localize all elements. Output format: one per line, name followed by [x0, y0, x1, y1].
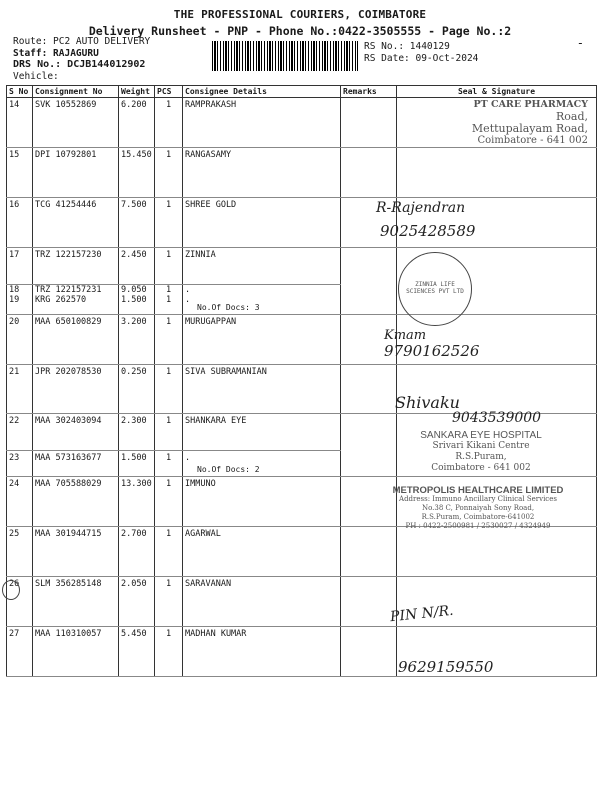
pharmacy-stamp-line: PT CARE PHARMACY — [473, 99, 588, 110]
row-docs-count: No.Of Docs: 2 — [197, 465, 260, 474]
table-row — [7, 285, 597, 315]
row-weight: 2.050 — [121, 579, 147, 589]
row-consignment: MAA 110310057 — [35, 629, 102, 639]
table-row — [7, 248, 597, 285]
pharmacy-stamp — [378, 99, 588, 147]
row-pcs: 1 — [165, 479, 172, 489]
row-pcs: 1 — [165, 250, 172, 260]
row-sno: 25 — [9, 529, 20, 539]
row-sno: 27 — [9, 629, 20, 639]
pharmacy-stamp-line: Road, — [555, 110, 588, 123]
row-sno: 22 — [9, 416, 20, 426]
vehicle-text: Vehicle: — [13, 70, 59, 82]
header-left-block — [13, 36, 150, 82]
row-pcs: 1 — [165, 416, 172, 426]
route-text: Route: PC2 AUTO DELIVERY — [13, 36, 151, 47]
row-sno: 15 — [9, 150, 20, 160]
sankara-stamp — [386, 430, 576, 474]
table-row — [7, 365, 597, 414]
row-consignment: MAA 573163677 — [35, 453, 102, 463]
col-header-consignment: Consignment No — [33, 86, 119, 98]
col-header-remarks: Remarks — [341, 86, 397, 98]
row-docs-count: No.Of Docs: 3 — [197, 303, 260, 312]
metropolis-stamp-line: METROPOLIS HEALTHCARE LIMITED — [392, 485, 564, 496]
row-weight: 2.700 — [121, 529, 147, 539]
row-sno: 24 — [9, 479, 20, 489]
runsheet-title: Delivery Runsheet - PNP - Phone No.:0422-3505555 - Page No.:2 — [88, 24, 512, 38]
row-consignee: IMMUNO — [185, 479, 216, 489]
row-sno: 18 — [9, 285, 20, 295]
row-consignee: MURUGAPPAN — [185, 317, 237, 327]
row-pcs: 1 — [165, 150, 172, 160]
row-consignee: ZINNIA — [185, 250, 216, 260]
metropolis-stamp-line: Address: Immuno Ancillary Clinical Services — [399, 495, 557, 503]
row-consignee: AGARWAL — [185, 529, 221, 539]
metropolis-stamp-line: PH : 0422-2500981 / 2530027 / 4324949 — [405, 522, 551, 530]
table-row — [7, 627, 597, 677]
metropolis-stamp — [368, 486, 588, 531]
row-consignee: MADHAN KUMAR — [185, 629, 247, 639]
zinnia-stamp-text: ZINNIA LIFE SCIENCES PVT LTD — [406, 281, 464, 295]
row-pcs: 1 — [165, 367, 172, 377]
row-sno: 26 — [9, 579, 20, 589]
row-pcs: 1 — [165, 629, 172, 639]
row-sno: 14 — [9, 100, 20, 110]
sankara-stamp-line: Srivari Kikani Centre — [432, 441, 530, 451]
row-consignment: DPI 10792801 — [35, 150, 97, 160]
table-row — [7, 527, 597, 577]
sankara-stamp-line: Coimbatore - 641 002 — [431, 463, 531, 473]
row-consignee: RAMPRAKASH — [185, 100, 237, 110]
row-consignment: MAA 705588029 — [35, 479, 102, 489]
metropolis-stamp-line: R.S.Puram, Coimbatore-641002 — [421, 513, 535, 521]
row-weight: 13.300 — [121, 479, 152, 489]
signature-21-name: Shivaku — [395, 393, 460, 412]
header-dash: - — [576, 36, 584, 50]
staff-text: Staff: RAJAGURU — [13, 47, 99, 59]
signature-16-phone: 9025428589 — [380, 222, 476, 240]
signature-21-phone: 9043539000 — [452, 410, 542, 426]
table-row — [7, 315, 597, 365]
row-pcs: 1 — [165, 317, 172, 327]
rs-number: RS No.: 1440129 — [364, 41, 450, 52]
row-weight: 3.200 — [121, 317, 147, 327]
table-row — [7, 577, 597, 627]
row-pcs: 1 — [165, 453, 172, 463]
row-consignment: TRZ 122157231 — [35, 285, 102, 295]
drs-number: DRS No.: DCJB144012902 — [13, 59, 146, 70]
sno-26-circle-mark — [2, 580, 20, 600]
row-weight: 6.200 — [121, 100, 147, 110]
table-row — [7, 148, 597, 198]
sankara-stamp-line: SANKARA EYE HOSPITAL — [420, 430, 542, 441]
row-pcs: 1 — [165, 529, 172, 539]
sankara-stamp-line: R.S.Puram, — [455, 452, 507, 462]
row-consignee: . — [185, 453, 191, 463]
runsheet-table — [6, 85, 597, 677]
row-sno: 21 — [9, 367, 20, 377]
pharmacy-stamp-line: Mettupalayam Road, — [471, 122, 588, 135]
row-consignee: RANGASAMY — [185, 150, 232, 160]
row-weight: 9.050 — [121, 285, 147, 295]
row-consignee: SIVA SUBRAMANIAN — [185, 367, 267, 377]
table-header-row — [7, 86, 597, 98]
row-weight: 5.450 — [121, 629, 147, 639]
col-header-seal: Seal & Signature — [397, 86, 597, 98]
rs-info — [364, 41, 478, 65]
col-header-consignee: Consignee Details — [183, 86, 341, 98]
table-row — [7, 198, 597, 248]
row-sno: 19 — [9, 295, 20, 305]
row-pcs: 1 — [165, 295, 172, 305]
row-consignment: MAA 302403094 — [35, 416, 102, 426]
row-weight: 2.450 — [121, 250, 147, 260]
row-consignment: MAA 650100829 — [35, 317, 102, 327]
row-pcs: 1 — [165, 285, 172, 295]
row-consignment: JPR 202078530 — [35, 367, 102, 377]
col-header-pcs: PCS — [155, 86, 183, 98]
row-pcs: 1 — [165, 579, 172, 589]
row-consignment: MAA 301944715 — [35, 529, 102, 539]
rs-date: RS Date: 09-Oct-2024 — [364, 53, 479, 64]
row-consignee: . — [185, 285, 191, 295]
signature-27-phone: 9629159550 — [398, 658, 494, 676]
row-consignment: KRG 262570 — [35, 295, 87, 305]
row-sno: 17 — [9, 250, 20, 260]
row-weight: 15.450 — [121, 150, 152, 160]
row-pcs: 1 — [165, 200, 172, 210]
signature-20-phone: 9790162526 — [384, 342, 480, 360]
signature-26: PIN N/R. — [389, 602, 455, 626]
row-sno: 20 — [9, 317, 20, 327]
row-consignee: SARAVANAN — [185, 579, 232, 589]
row-consignment: TCG 41254446 — [35, 200, 97, 210]
row-weight: 2.300 — [121, 416, 147, 426]
barcode-image — [212, 41, 358, 71]
row-consignee: . — [185, 295, 191, 305]
row-pcs: 1 — [165, 100, 172, 110]
company-title: THE PROFESSIONAL COURIERS, COIMBATORE — [173, 8, 427, 21]
col-header-sno: S No — [7, 86, 33, 98]
row-weight: 1.500 — [121, 453, 147, 463]
row-consignee: SHANKARA EYE — [185, 416, 247, 426]
row-weight: 7.500 — [121, 200, 147, 210]
row-consignment: SVK 10552869 — [35, 100, 97, 110]
row-weight: 1.500 — [121, 295, 147, 305]
pharmacy-stamp-line: Coimbatore - 641 002 — [477, 135, 588, 146]
signature-16-name: R-Rajendran — [376, 200, 466, 216]
metropolis-stamp-line: No.38 C, Ponnaiyah Sony Road, — [421, 504, 535, 512]
row-weight: 0.250 — [121, 367, 147, 377]
col-header-weight: Weight — [119, 86, 155, 98]
row-consignment: SLM 356285148 — [35, 579, 102, 589]
row-sno: 23 — [9, 453, 20, 463]
zinnia-stamp — [398, 252, 472, 326]
row-consignee: SHREE GOLD — [185, 200, 237, 210]
row-sno: 16 — [9, 200, 20, 210]
row-consignment: TRZ 122157230 — [35, 250, 102, 260]
signature-20-name: Kmam — [384, 328, 427, 343]
